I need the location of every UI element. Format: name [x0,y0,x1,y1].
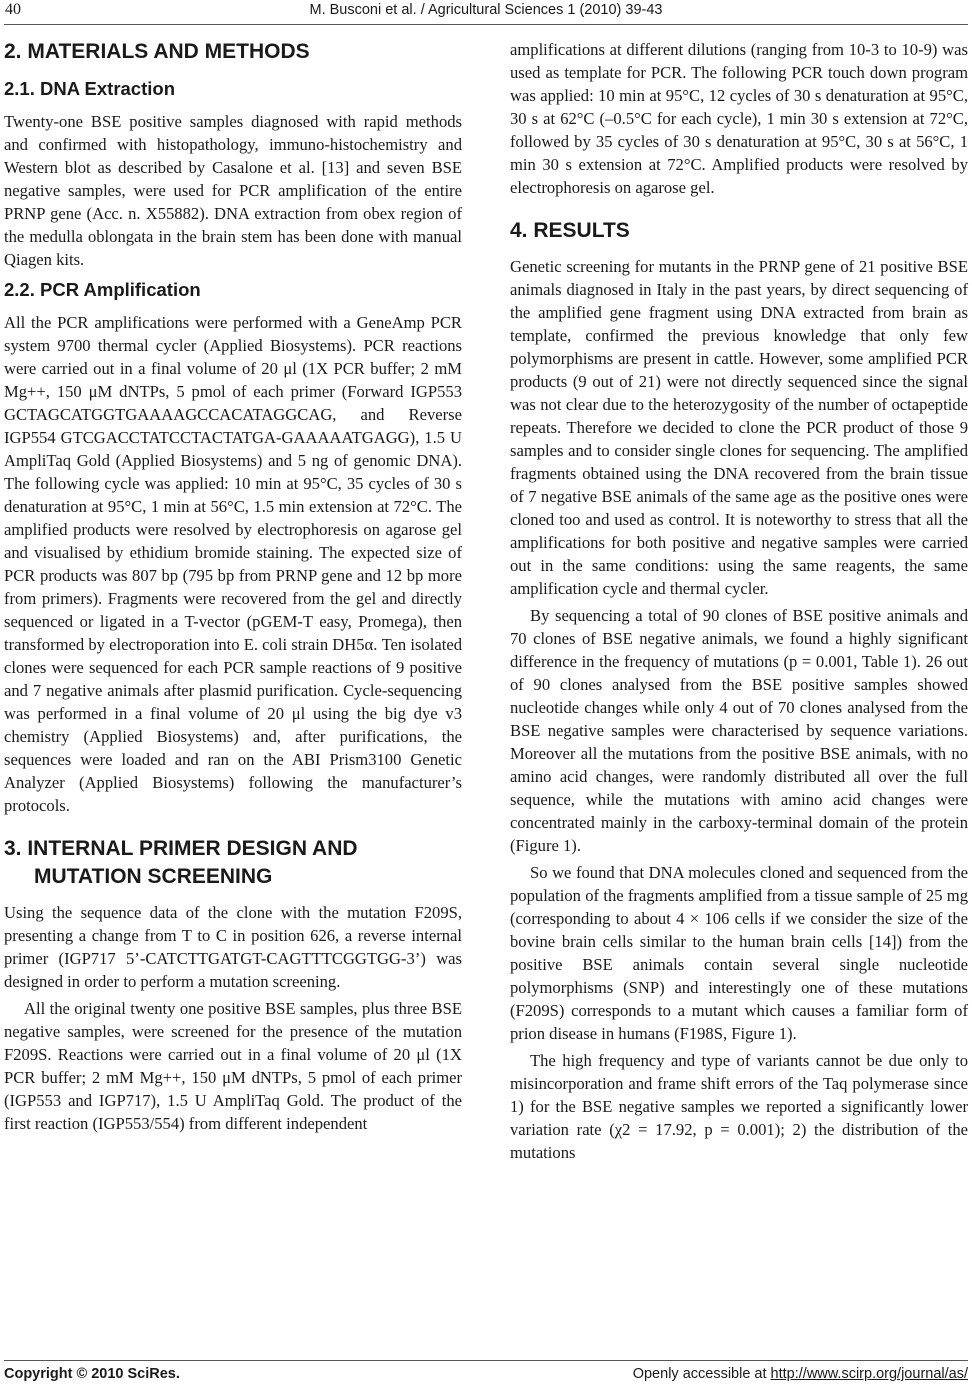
results-paragraph-3: So we found that DNA molecules cloned and sequenced from the population of the fragments amplified from a tissue sample of 25 mg (corresponding to about 4 × 106 cells if we consider the size of the bovine brain cells similar to the human brain cells [14]) from the positive BSE animals contain several single nucleotide polymorphisms (SNP) and interestingly one of these mutations (F209S) corresponds to a mutant which causes a familiar form of prion disease in humans (F198S, Figure 1). [510,863,968,1043]
results-paragraph-1: Genetic screening for mutants in the PRNP gene of 21 positive BSE animals diagnosed in Italy in the past years, by direct sequencing of the amplified gene fragment using DNA extracted from brain as template, confirmed the previous knowledge that only few polymorphisms are present in cattle. However, some amplified PCR products (9 out of 21) were not directly sequenced since the signal was not clear due to the heterozygosity of the number of octapeptide repeats. Therefore we decided to clone the PCR product of those 9 samples and to consider single clones for sequencing. The amplified fragments obtained using the DNA recovered from the brain tissue of 7 negative BSE animals of the same age as the positive ones were cloned too and used as control. It is noteworthy to stress that all the amplifications for both positive and negative samples were carried out in the same conditions: using the same reagents, the same amplification cycle and thermal cycler. [510,257,968,598]
results-paragraph-4: The high frequency and type of variants cannot be due only to misincorporation and frame shift errors of the Taq polymerase since 1) for the BSE negative samples we reported a significantly lower variation rate (χ2 = 17.92, p = 0.001); 2) the distribution of the mutations [510,1051,968,1162]
section-2-1-paragraph: Twenty-one BSE positive samples diagnosed with rapid methods and confirmed with histopathology, immuno-histochemistry and Western blot as described by Casalone et al. [13] and seven BSE negative samples, were used for PCR amplification of the entire PRNP gene (Acc. n. X55882). DNA extraction from obex region of the medulla oblongata in the brain stem has been done with manual Qiagen kits. [4,112,462,269]
section-2-heading: 2. MATERIALS AND METHODS [4,40,310,63]
section-3-paragraph-1: Using the sequence data of the clone with the mutation F209S, presenting a change from T to C in position 626, a reverse internal primer (IGP717 5’-CATCTTGATGT-CAGTTTCGGTGG-3’) was designed in order to perform a mutation screening. [4,903,462,991]
section-2-2-heading: 2.2. PCR Amplification [4,279,201,300]
access-notice [633,1366,968,1382]
section-3-paragraph-2: All the original twenty one positive BSE samples, plus three BSE negative samples, were screened for the presence of the mutation F209S. Reactions were carried out in a final volume of 20 μl (1X PCR buffer; 2 mM Mg++, 150 μM dNTPs, 5 pmol of each primer (IGP553 and IGP717), 1.5 U AmpliTaq Gold. The product of the first reaction (IGP553/554) from different independent [4,999,462,1133]
right-column [510,38,968,1168]
section-3-heading-line1: 3. INTERNAL PRIMER DESIGN AND [4,837,358,860]
section-4-heading: 4. RESULTS [510,219,630,242]
running-title: M. Busconi et al. / Agricultural Sciences 1 (2010) 39-43 [309,2,663,18]
section-2-2-paragraph: All the PCR amplifications were performed with a GeneAmp PCR system 9700 thermal cycler (Applied Biosystems). PCR reactions were carried out in a final volume of 20 μl (1X PCR buffer; 2 mM Mg++, 150 μM dNTPs, 5 pmol of each primer (Forward IGP553 GCTAGCATGGTGAAAAGCCACATAGGCAG, and Reverse IGP554 GTCGACCTATCCTACTATGA-GAAAAATGAGG), 1.5 U AmpliTaq Gold (Applied Biosystems) and 5 ng of genomic DNA). The following cycle was applied: 10 min at 95°C, 35 cycles of 30 s denaturation at 95°C, 1 min at 56°C, 1.5 min extension at 72°C. The amplified products were resolved by electrophoresis on agarose gel and visualised by ethidium bromide staining. The expected size of PCR products was 807 bp (795 bp from PRNP gene and 12 bp more from primers). Fragments were recovered from the gel and directly sequenced or ligated in a T-vector (pGEM-T easy, Promega), then transformed by electroporation into E. coli strain DH5α. Ten isolated clones were sequenced for each PCR sample reactions of 9 positive and 7 negative animals after plasmid purification. Cycle-sequencing was performed in a final volume of 20 μl using the big dye v3 chemistry (Applied Biosystems) and, after purifications, the sequences were loaded and ran on the ABI Prism3100 Genetic Analyzer (Applied Biosystems) following the manufacturer’s protocols. [4,313,462,815]
section-3-heading-line2: MUTATION SCREENING [34,865,273,888]
footer-rule [4,1360,968,1361]
left-column [4,38,462,1139]
journal-link[interactable]: http://www.scirp.org/journal/as/ [770,1366,968,1382]
copyright-notice: Copyright © 2010 SciRes. [4,1366,180,1382]
section-3-heading [4,835,462,891]
access-text: Openly accessible at [632,1366,771,1382]
header-rule [4,24,968,25]
section-3-paragraph-2-continued: amplifications at different dilutions (ranging from 10-3 to 10-9) was used as template for PCR. The following PCR touch down program was applied: 10 min at 95°C, 12 cycles of 30 s denaturation at 95°C, 30 s at 62°C (–0.5°C for each cycle), 1 min 30 s extension at 72°C, followed by 35 cycles of 30 s denaturation at 95°C, 30 s at 56°C, 1 min 30 s extension at 72°C. Amplified products were resolved by electrophoresis on agarose gel. [510,40,968,197]
section-2-1-heading: 2.1. DNA Extraction [4,78,175,99]
page-number: 40 [5,1,21,18]
results-paragraph-2: By sequencing a total of 90 clones of BSE positive animals and 70 clones of BSE negative animals, we found a highly significant difference in the frequency of mutations (p = 0.001, Table 1). 26 out of 90 clones analysed from the BSE positive samples showed nucleotide changes while only 4 out of 70 clones analysed from the BSE negative samples were characterised by sequence variations. Moreover all the mutations from the positive BSE animals, with no amino acid changes, were randomly distributed all over the full sequence, while the mutations with amino acid changes were concentrated mainly in the carboxy-terminal domain of the protein (Figure 1). [510,606,968,855]
running-header [0,0,972,28]
